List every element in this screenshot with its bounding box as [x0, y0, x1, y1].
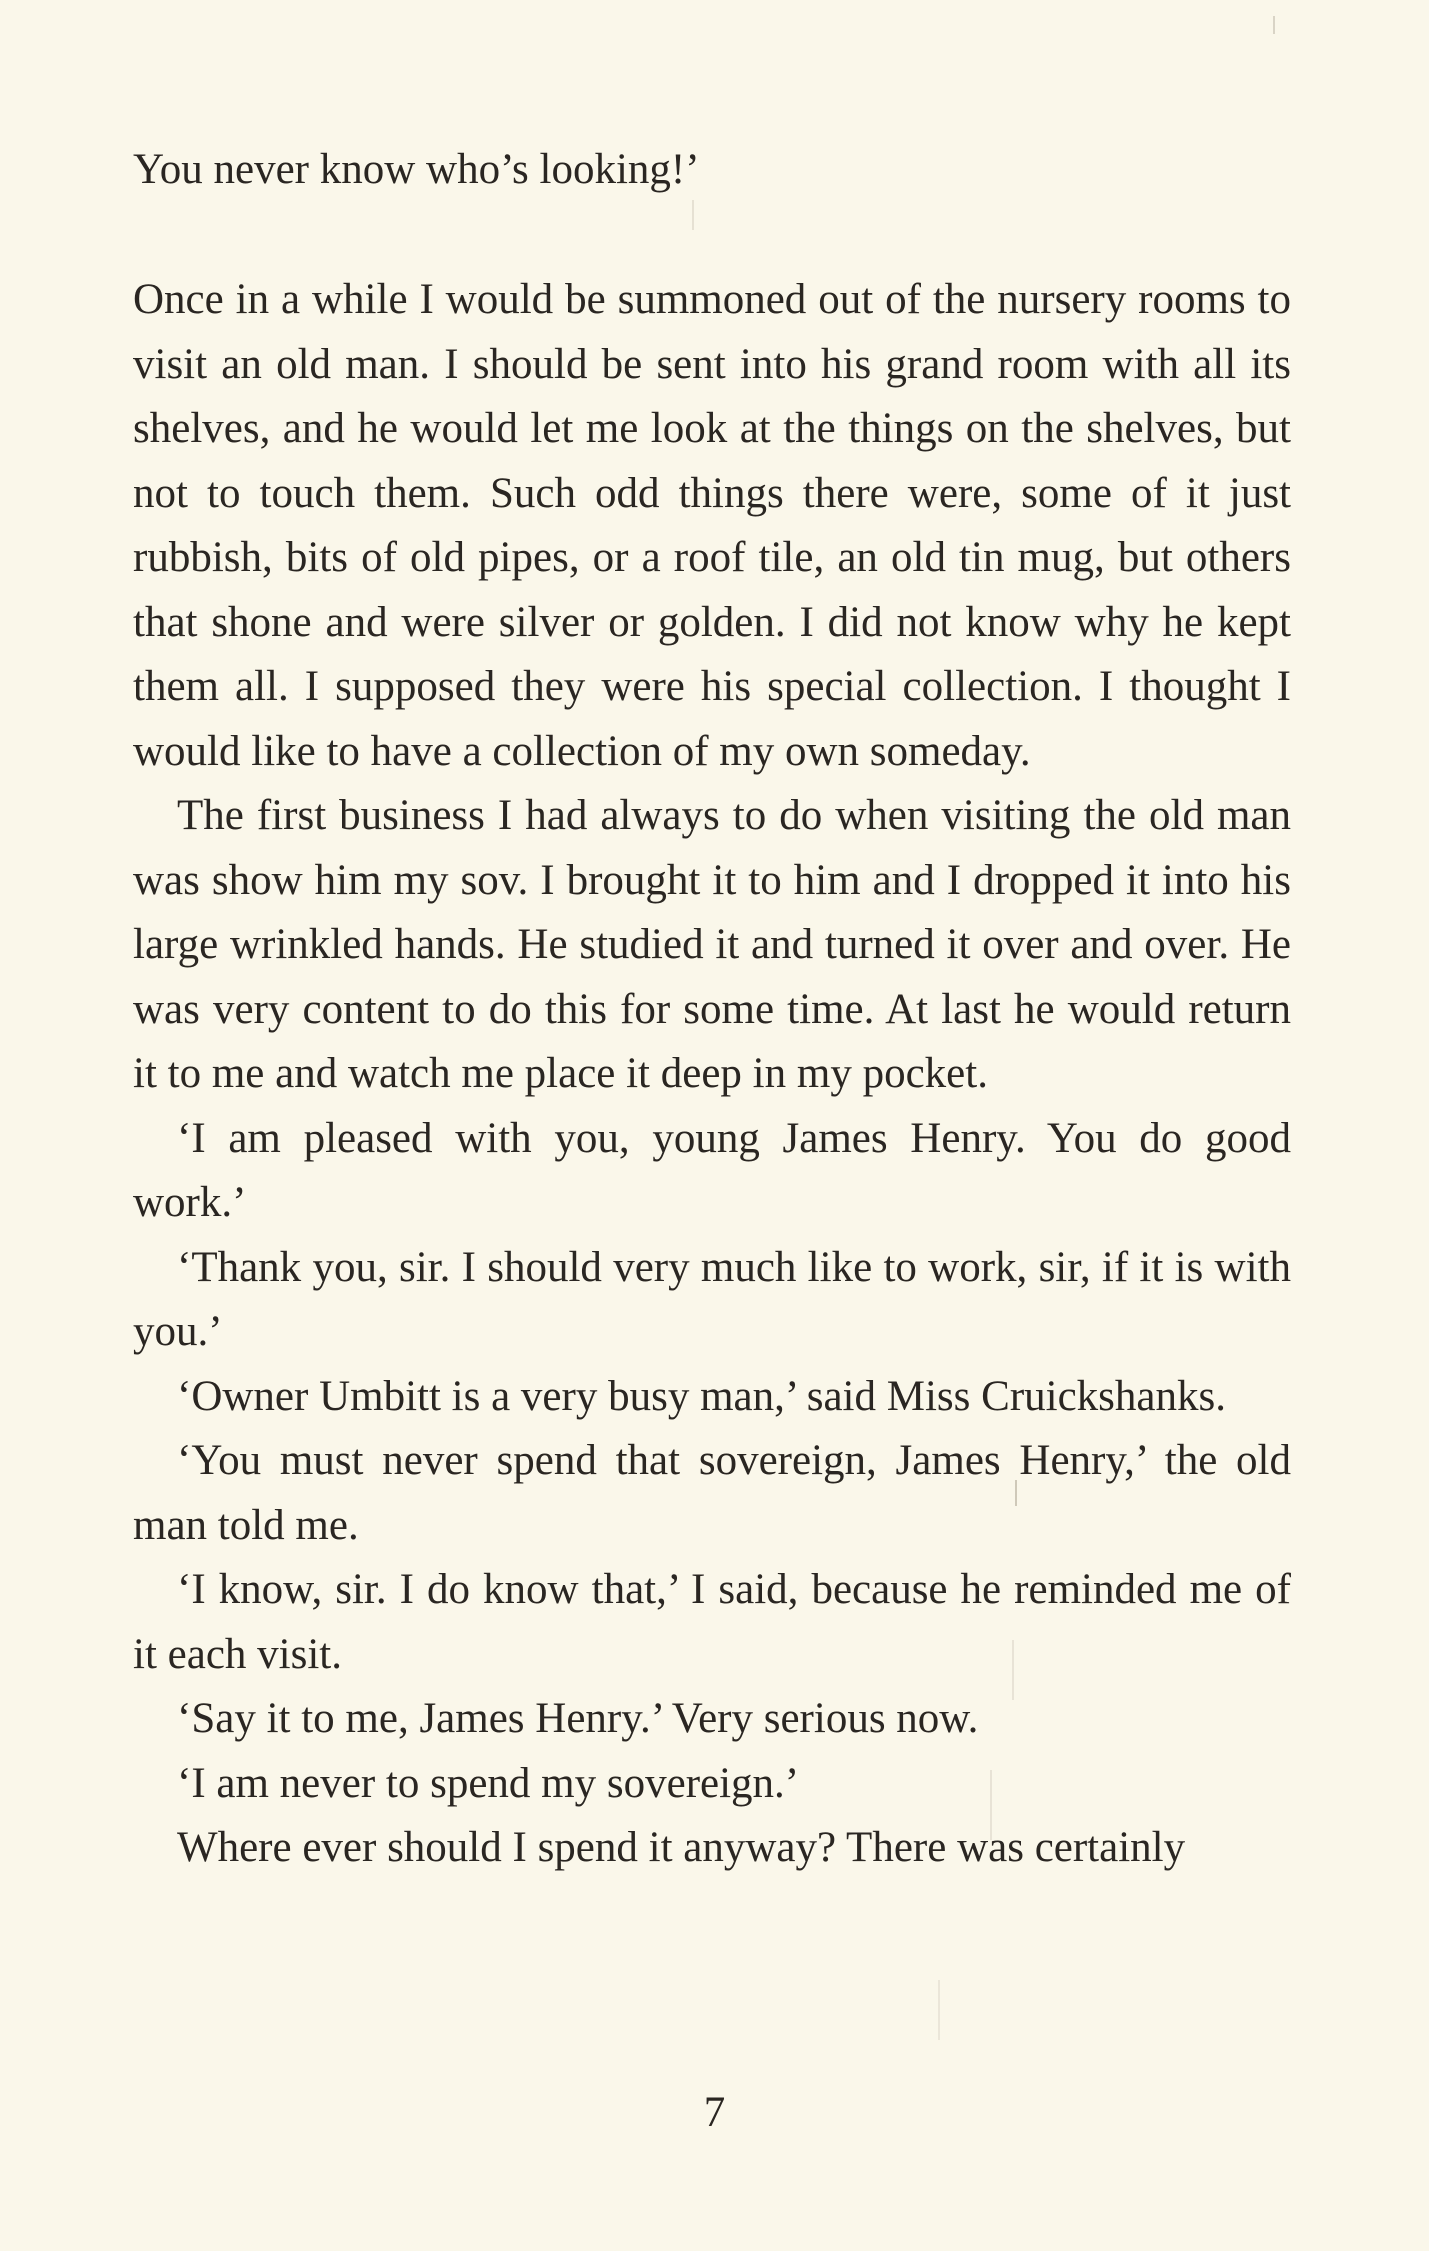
paragraph: ‘Thank you, sir. I should very much like to work, sir, if it is with you.’ — [133, 1243, 1291, 1355]
paragraph: ‘I know, sir. I do know that,’ I said, because he reminded me of it each visit. — [133, 1566, 1291, 1678]
paragraph: ‘You must never spend that sovereign, James Henry,’ the old man told me. — [133, 1437, 1291, 1549]
paper-speck — [1273, 16, 1275, 34]
body-text — [133, 268, 1291, 1881]
paragraph: ‘I am never to spend my sovereign.’ — [177, 1759, 800, 1807]
paper-speck — [938, 1980, 940, 2040]
paragraph: ‘I am pleased with you, young James Henry. You do good work.’ — [133, 1114, 1291, 1226]
paragraph: ‘Owner Umbitt is a very busy man,’ said Miss Cruickshanks. — [177, 1372, 1226, 1420]
paragraph: Once in a while I would be summoned out of the nursery rooms to visit an old man. I should be sent into his grand room with all its shelves, and he would let me look at the things on the shelves, but not to touch them. Such odd things there were, some of it just rubbish, bits of old pipes, or a roof tile, an old tin mug, but others that shone and were silver or golden. I did not know why he kept them all. I supposed they were his special collection. I thought I would like to have a collection of my own someday. — [133, 276, 1291, 775]
page-number: 7 — [703, 2089, 726, 2136]
top-line: You never know who’s looking!’ — [133, 146, 700, 193]
paragraph: ‘Say it to me, James Henry.’ Very serious now. — [177, 1695, 979, 1742]
paper-speck — [692, 200, 694, 230]
paragraph: The first business I had always to do when visiting the old man was show him my sov. I brought it to him and I dropped it into his large wrinkled hands. He studied it and turned it over and over. He was very content to do this for some time. At last he would return it to me and watch me place it deep in my pocket. — [133, 792, 1291, 1097]
paragraph: Where ever should I spend it anyway? There was certainly — [177, 1824, 1186, 1871]
